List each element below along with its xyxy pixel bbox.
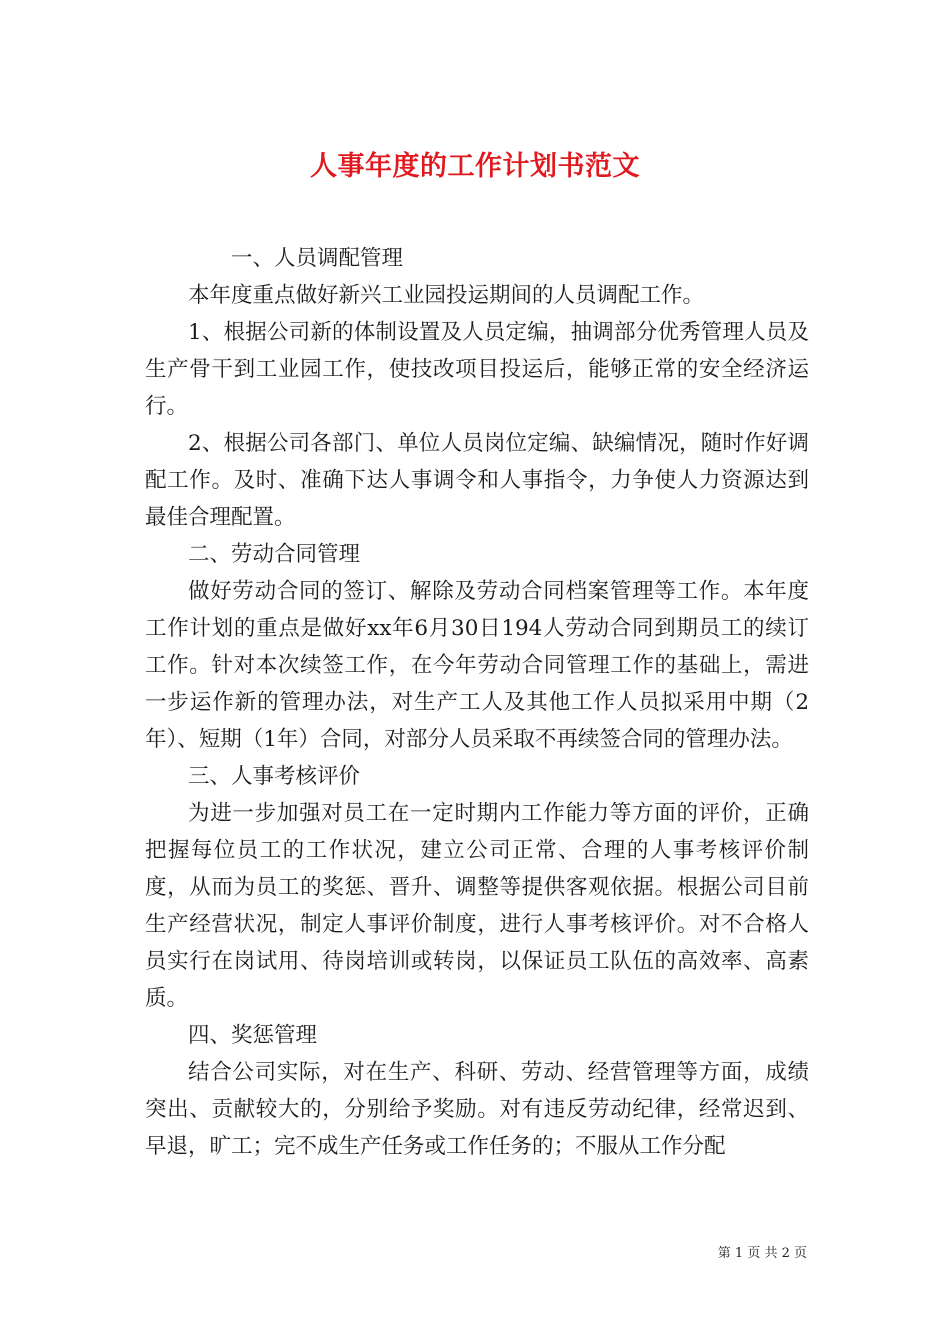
section-heading-3: 三、人事考核评价 bbox=[188, 764, 361, 789]
paragraph-1: 本年度重点做好新兴工业园投运期间的人员调配工作。 bbox=[188, 283, 705, 308]
section-heading-2: 二、劳动合同管理 bbox=[188, 542, 361, 567]
paragraph-5: 为进一步加强对员工在一定时期内工作能力等方面的评价，正确把握每位员工的工作状况，建立公司正常、合理的人事考核评价制度，从而为员工的奖惩、晋升、调整等提供客观依据。根据公司目前生产经营状况，制定人事评价制度，进行人事考核评价。对不合格人员实行在岗试用、待岗培训或转岗，以保证员工队伍的高效率、高素质。 bbox=[145, 801, 809, 1011]
document-body bbox=[145, 240, 809, 1165]
section-heading-4: 四、奖惩管理 bbox=[188, 1023, 318, 1048]
section-heading-1: 一、人员调配管理 bbox=[231, 246, 404, 271]
paragraph-2: 1、根据公司新的体制设置及人员定编，抽调部分优秀管理人员及生产骨干到工业园工作，使技改项目投运后，能够正常的安全经济运行。 bbox=[145, 320, 809, 419]
paragraph-4: 做好劳动合同的签订、解除及劳动合同档案管理等工作。本年度工作计划的重点是做好xx年6月30日194人劳动合同到期员工的续订工作。针对本次续签工作，在今年劳动合同管理工作的基础上，需进一步运作新的管理办法，对生产工人及其他工作人员拟采用中期（2年）、短期（1年）合同，对部分人员采取不再续签合同的管理办法。 bbox=[145, 579, 809, 752]
page-number: 第 1 页 共 2 页 bbox=[717, 1246, 807, 1261]
paragraph-6: 结合公司实际，对在生产、科研、劳动、经营管理等方面，成绩突出、贡献较大的，分别给予奖励。对有违反劳动纪律，经常迟到、早退，旷工；完不成生产任务或工作任务的；不服从工作分配 bbox=[145, 1060, 809, 1159]
paragraph-3: 2、根据公司各部门、单位人员岗位定编、缺编情况，随时作好调配工作。及时、准确下达人事调令和人事指令，力争使人力资源达到最佳合理配置。 bbox=[145, 431, 809, 530]
page-title: 人事年度的工作计划书范文 bbox=[310, 151, 640, 183]
